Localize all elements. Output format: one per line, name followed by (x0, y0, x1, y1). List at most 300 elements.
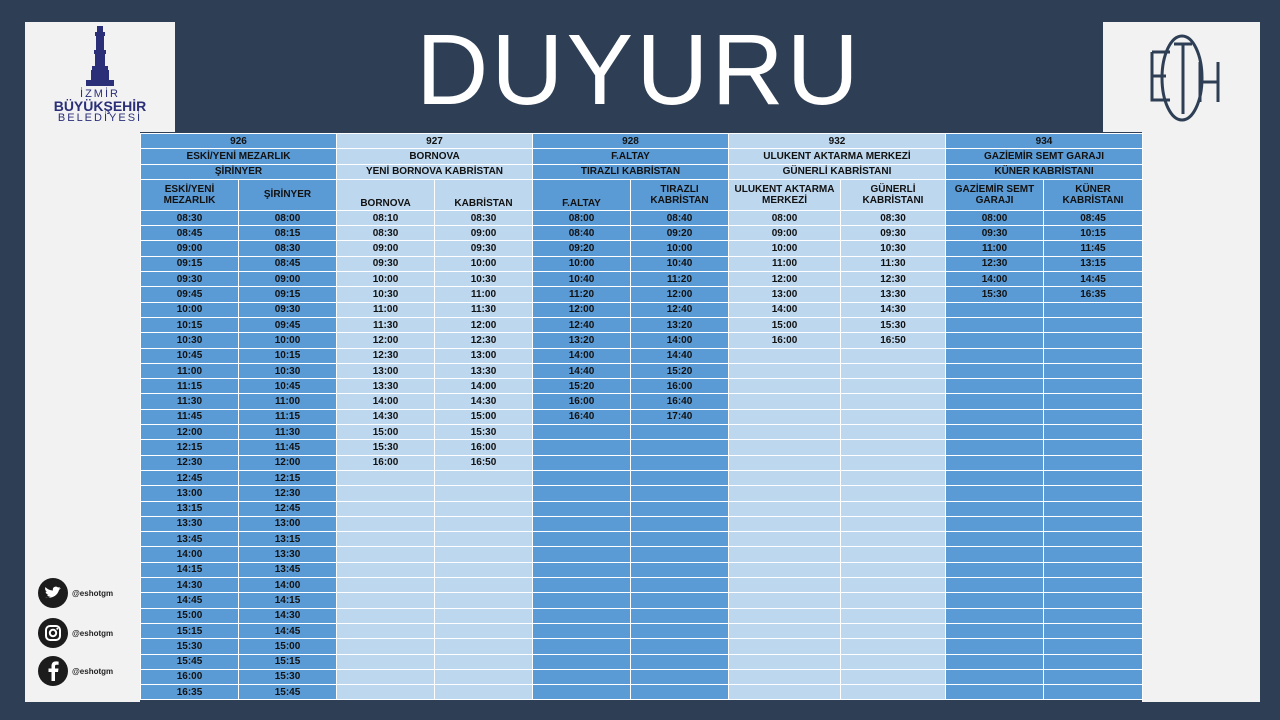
column-header: GÜNERLİ KABRİSTANI (841, 179, 946, 210)
time-cell (729, 547, 841, 562)
twitter-icon[interactable] (38, 578, 68, 608)
schedule-table (140, 133, 1143, 700)
column-header: BORNOVA (337, 179, 435, 210)
column-header-row (141, 179, 1143, 210)
table-row (141, 547, 1143, 562)
table-row (141, 455, 1143, 470)
time-cell: 08:15 (239, 226, 337, 241)
time-cell (435, 562, 533, 577)
table-row (141, 470, 1143, 485)
time-cell: 11:00 (729, 256, 841, 271)
time-cell (337, 593, 435, 608)
time-cell: 11:30 (239, 425, 337, 440)
time-cell: 13:00 (239, 516, 337, 531)
time-cell: 15:00 (337, 425, 435, 440)
logo-line-3: BELEDİYESİ (57, 112, 143, 124)
time-cell (435, 501, 533, 516)
time-cell: 15:15 (239, 654, 337, 669)
time-cell (337, 608, 435, 623)
time-cell (946, 685, 1044, 700)
time-cell: 11:20 (533, 287, 631, 302)
time-cell: 12:00 (239, 455, 337, 470)
time-cell: 09:30 (435, 241, 533, 256)
time-cell (946, 654, 1044, 669)
instagram-icon[interactable] (38, 618, 68, 648)
time-cell (946, 623, 1044, 638)
time-cell: 09:45 (239, 317, 337, 332)
time-cell (533, 455, 631, 470)
column-header: ULUKENT AKTARMA MERKEZİ (729, 179, 841, 210)
time-cell: 13:00 (141, 486, 239, 501)
table-row (141, 639, 1143, 654)
social-instagram[interactable] (38, 618, 113, 648)
time-cell (946, 348, 1044, 363)
time-cell: 11:45 (239, 440, 337, 455)
table-row (141, 425, 1143, 440)
time-cell: 10:30 (141, 333, 239, 348)
time-cell: 09:30 (239, 302, 337, 317)
time-cell: 10:00 (141, 302, 239, 317)
route-origin: ULUKENT AKTARMA MERKEZİ (729, 149, 946, 164)
time-cell (1044, 409, 1143, 424)
time-cell (533, 593, 631, 608)
time-cell (631, 425, 729, 440)
time-cell (435, 669, 533, 684)
time-cell: 15:20 (533, 379, 631, 394)
time-cell (729, 348, 841, 363)
time-cell (729, 623, 841, 638)
time-cell (946, 333, 1044, 348)
time-cell (1044, 425, 1143, 440)
time-cell (841, 363, 946, 378)
time-cell (729, 562, 841, 577)
time-cell: 14:00 (141, 547, 239, 562)
time-cell: 10:40 (533, 272, 631, 287)
route-destination: YENİ BORNOVA KABRİSTAN (337, 164, 533, 179)
time-cell (337, 639, 435, 654)
time-cell: 13:20 (533, 333, 631, 348)
time-cell: 10:40 (631, 256, 729, 271)
table-row (141, 669, 1143, 684)
time-cell: 13:00 (337, 363, 435, 378)
time-cell: 08:40 (631, 210, 729, 225)
eshot-logo (1130, 22, 1234, 132)
route-destination: ŞİRİNYER (141, 164, 337, 179)
clock-tower-icon (80, 24, 120, 88)
time-cell (729, 363, 841, 378)
time-cell (841, 608, 946, 623)
time-cell: 14:00 (631, 333, 729, 348)
column-header: GAZİEMİR SEMT GARAJI (946, 179, 1044, 210)
time-cell (1044, 547, 1143, 562)
time-cell: 11:00 (141, 363, 239, 378)
time-cell (729, 532, 841, 547)
time-cell: 13:15 (239, 532, 337, 547)
table-row (141, 379, 1143, 394)
time-cell (435, 532, 533, 547)
right-side-panel (1142, 132, 1260, 702)
time-cell: 13:00 (435, 348, 533, 363)
facebook-icon[interactable] (38, 656, 68, 686)
time-cell (1044, 348, 1143, 363)
time-cell (337, 516, 435, 531)
time-cell: 16:40 (533, 409, 631, 424)
time-cell: 13:45 (141, 532, 239, 547)
time-cell: 16:40 (631, 394, 729, 409)
time-cell (946, 425, 1044, 440)
time-cell: 14:30 (337, 409, 435, 424)
time-cell (533, 516, 631, 531)
time-cell (729, 440, 841, 455)
time-cell: 16:00 (435, 440, 533, 455)
table-row (141, 363, 1143, 378)
time-cell: 12:00 (729, 272, 841, 287)
table-row (141, 593, 1143, 608)
time-cell: 15:30 (337, 440, 435, 455)
time-cell: 15:30 (435, 425, 533, 440)
time-cell (1044, 302, 1143, 317)
time-cell (533, 654, 631, 669)
table-row (141, 348, 1143, 363)
time-cell: 14:00 (729, 302, 841, 317)
table-row (141, 501, 1143, 516)
time-cell (946, 639, 1044, 654)
time-cell: 11:15 (141, 379, 239, 394)
time-cell (631, 654, 729, 669)
time-cell (841, 425, 946, 440)
time-cell (631, 486, 729, 501)
time-cell: 13:30 (435, 363, 533, 378)
time-cell (729, 685, 841, 700)
time-cell (533, 685, 631, 700)
time-cell: 14:30 (141, 578, 239, 593)
time-cell: 16:35 (1044, 287, 1143, 302)
table-row (141, 440, 1143, 455)
route-number: 928 (533, 134, 729, 149)
time-cell: 12:00 (435, 317, 533, 332)
time-cell (841, 532, 946, 547)
time-cell: 11:45 (1044, 241, 1143, 256)
time-cell (533, 425, 631, 440)
time-cell: 12:15 (141, 440, 239, 455)
time-cell (435, 578, 533, 593)
time-cell (1044, 608, 1143, 623)
time-cell: 16:00 (337, 455, 435, 470)
route-destination: KÜNER KABRİSTANI (946, 164, 1143, 179)
time-cell: 13:00 (729, 287, 841, 302)
header-row-from (141, 149, 1143, 164)
time-cell (337, 486, 435, 501)
time-cell (533, 562, 631, 577)
time-cell: 12:00 (533, 302, 631, 317)
time-cell: 15:30 (946, 287, 1044, 302)
table-row (141, 578, 1143, 593)
table-row (141, 608, 1143, 623)
time-cell: 11:15 (239, 409, 337, 424)
time-cell (841, 486, 946, 501)
time-cell (841, 593, 946, 608)
table-row (141, 317, 1143, 332)
time-cell (841, 562, 946, 577)
time-cell (533, 486, 631, 501)
time-cell (1044, 501, 1143, 516)
time-cell (729, 394, 841, 409)
time-cell (946, 516, 1044, 531)
time-cell: 16:50 (841, 333, 946, 348)
time-cell: 10:00 (729, 241, 841, 256)
time-cell: 14:15 (239, 593, 337, 608)
time-cell (841, 379, 946, 394)
time-cell (631, 578, 729, 593)
time-cell (946, 669, 1044, 684)
time-cell: 09:00 (435, 226, 533, 241)
time-cell: 12:30 (435, 333, 533, 348)
route-number: 932 (729, 134, 946, 149)
time-cell (631, 440, 729, 455)
time-cell (729, 669, 841, 684)
column-header: TIRAZLI KABRİSTAN (631, 179, 729, 210)
time-cell (533, 669, 631, 684)
time-cell (729, 409, 841, 424)
time-cell (1044, 363, 1143, 378)
route-origin: BORNOVA (337, 149, 533, 164)
time-cell (729, 593, 841, 608)
time-cell (337, 532, 435, 547)
time-cell (533, 547, 631, 562)
time-cell (729, 654, 841, 669)
time-cell: 12:30 (946, 256, 1044, 271)
time-cell (631, 608, 729, 623)
time-cell: 14:45 (239, 623, 337, 638)
time-cell (946, 455, 1044, 470)
time-cell (729, 639, 841, 654)
time-cell: 10:30 (841, 241, 946, 256)
time-cell: 09:00 (239, 272, 337, 287)
time-cell (841, 455, 946, 470)
time-cell: 15:00 (141, 608, 239, 623)
time-cell (337, 578, 435, 593)
time-cell (337, 470, 435, 485)
time-cell: 10:00 (239, 333, 337, 348)
time-cell (337, 623, 435, 638)
time-cell (631, 470, 729, 485)
time-cell: 14:45 (1044, 272, 1143, 287)
time-cell: 14:00 (239, 578, 337, 593)
time-cell (729, 455, 841, 470)
time-cell (946, 302, 1044, 317)
time-cell: 12:40 (631, 302, 729, 317)
time-cell: 16:00 (533, 394, 631, 409)
time-cell: 12:00 (631, 287, 729, 302)
time-cell (1044, 333, 1143, 348)
time-cell: 10:15 (141, 317, 239, 332)
time-cell (946, 486, 1044, 501)
time-cell: 08:10 (337, 210, 435, 225)
route-origin: GAZİEMİR SEMT GARAJI (946, 149, 1143, 164)
time-cell (729, 501, 841, 516)
social-facebook[interactable] (38, 656, 113, 686)
route-destination: GÜNERLİ KABRİSTANI (729, 164, 946, 179)
time-cell (631, 547, 729, 562)
time-cell: 10:30 (435, 272, 533, 287)
time-cell: 13:30 (841, 287, 946, 302)
time-cell: 09:00 (729, 226, 841, 241)
time-cell: 08:00 (239, 210, 337, 225)
route-origin: F.ALTAY (533, 149, 729, 164)
time-cell: 09:15 (141, 256, 239, 271)
facebook-handle: @eshotgm (72, 666, 114, 676)
time-cell: 09:15 (239, 287, 337, 302)
time-cell (729, 608, 841, 623)
time-cell (1044, 685, 1143, 700)
time-cell: 14:30 (435, 394, 533, 409)
route-number: 927 (337, 134, 533, 149)
time-cell: 14:30 (841, 302, 946, 317)
time-cell: 14:15 (141, 562, 239, 577)
time-cell: 10:15 (239, 348, 337, 363)
time-cell (435, 639, 533, 654)
time-cell: 10:00 (435, 256, 533, 271)
time-cell: 08:40 (533, 226, 631, 241)
time-cell: 13:20 (631, 317, 729, 332)
time-cell (946, 562, 1044, 577)
table-row (141, 409, 1143, 424)
time-cell (631, 593, 729, 608)
eshot-monogram-icon (1130, 22, 1234, 130)
time-cell (631, 669, 729, 684)
time-cell: 14:00 (533, 348, 631, 363)
time-cell (435, 516, 533, 531)
time-cell: 15:30 (239, 669, 337, 684)
header-row-number (141, 134, 1143, 149)
time-cell: 12:45 (141, 470, 239, 485)
time-cell (841, 547, 946, 562)
time-cell: 10:45 (141, 348, 239, 363)
time-cell: 11:00 (946, 241, 1044, 256)
table-row (141, 302, 1143, 317)
time-cell (1044, 578, 1143, 593)
time-cell (631, 623, 729, 638)
time-cell (946, 363, 1044, 378)
time-cell (435, 547, 533, 562)
time-cell: 14:40 (533, 363, 631, 378)
time-cell (841, 685, 946, 700)
social-twitter[interactable] (38, 578, 113, 608)
time-cell (729, 470, 841, 485)
time-cell (1044, 470, 1143, 485)
table-row (141, 256, 1143, 271)
time-cell: 11:20 (631, 272, 729, 287)
time-cell (1044, 394, 1143, 409)
time-cell: 13:30 (141, 516, 239, 531)
time-cell (841, 501, 946, 516)
table-row (141, 394, 1143, 409)
time-cell (533, 532, 631, 547)
time-cell: 13:15 (1044, 256, 1143, 271)
time-cell: 12:00 (141, 425, 239, 440)
time-cell (946, 501, 1044, 516)
time-cell: 09:00 (337, 241, 435, 256)
time-cell (946, 578, 1044, 593)
table-row (141, 654, 1143, 669)
time-cell: 09:30 (337, 256, 435, 271)
time-cell (946, 593, 1044, 608)
time-cell (631, 532, 729, 547)
time-cell (946, 409, 1044, 424)
time-cell: 12:40 (533, 317, 631, 332)
route-number: 926 (141, 134, 337, 149)
time-cell: 08:30 (141, 210, 239, 225)
column-header: KABRİSTAN (435, 179, 533, 210)
time-cell: 10:45 (239, 379, 337, 394)
time-cell (631, 455, 729, 470)
time-cell (841, 578, 946, 593)
time-cell (533, 578, 631, 593)
time-cell (841, 394, 946, 409)
time-cell: 12:30 (239, 486, 337, 501)
instagram-handle: @eshotgm (72, 628, 114, 638)
time-cell: 08:30 (841, 210, 946, 225)
time-cell: 12:30 (337, 348, 435, 363)
time-cell (435, 654, 533, 669)
table-row (141, 685, 1143, 700)
time-cell (946, 470, 1044, 485)
time-cell (841, 623, 946, 638)
time-cell: 14:00 (435, 379, 533, 394)
logo-line-1: İZMİR (80, 88, 120, 100)
time-cell: 09:30 (141, 272, 239, 287)
time-cell: 09:30 (841, 226, 946, 241)
table-row (141, 516, 1143, 531)
time-cell (337, 669, 435, 684)
table-row (141, 532, 1143, 547)
time-cell (1044, 654, 1143, 669)
time-cell (631, 685, 729, 700)
time-cell (533, 501, 631, 516)
table-row (141, 226, 1143, 241)
time-cell (1044, 486, 1143, 501)
time-cell: 15:30 (841, 317, 946, 332)
time-cell (841, 470, 946, 485)
time-cell: 13:15 (141, 501, 239, 516)
time-cell (631, 516, 729, 531)
time-cell: 17:40 (631, 409, 729, 424)
time-cell (337, 501, 435, 516)
time-cell (1044, 516, 1143, 531)
time-cell: 11:30 (841, 256, 946, 271)
time-cell: 09:00 (141, 241, 239, 256)
column-header: F.ALTAY (533, 179, 631, 210)
time-cell: 08:30 (239, 241, 337, 256)
time-cell (841, 348, 946, 363)
time-cell (729, 486, 841, 501)
time-cell (946, 547, 1044, 562)
time-cell: 11:30 (141, 394, 239, 409)
route-destination: TIRAZLI KABRİSTAN (533, 164, 729, 179)
time-cell (435, 470, 533, 485)
time-cell (1044, 562, 1143, 577)
table-row (141, 210, 1143, 225)
route-number: 934 (946, 134, 1143, 149)
time-cell: 08:00 (533, 210, 631, 225)
time-cell: 09:20 (533, 241, 631, 256)
table-row (141, 486, 1143, 501)
time-cell: 11:00 (435, 287, 533, 302)
time-cell (435, 486, 533, 501)
time-cell (631, 562, 729, 577)
time-cell (1044, 379, 1143, 394)
column-header: ESKİ/YENİ MEZARLIK (141, 179, 239, 210)
